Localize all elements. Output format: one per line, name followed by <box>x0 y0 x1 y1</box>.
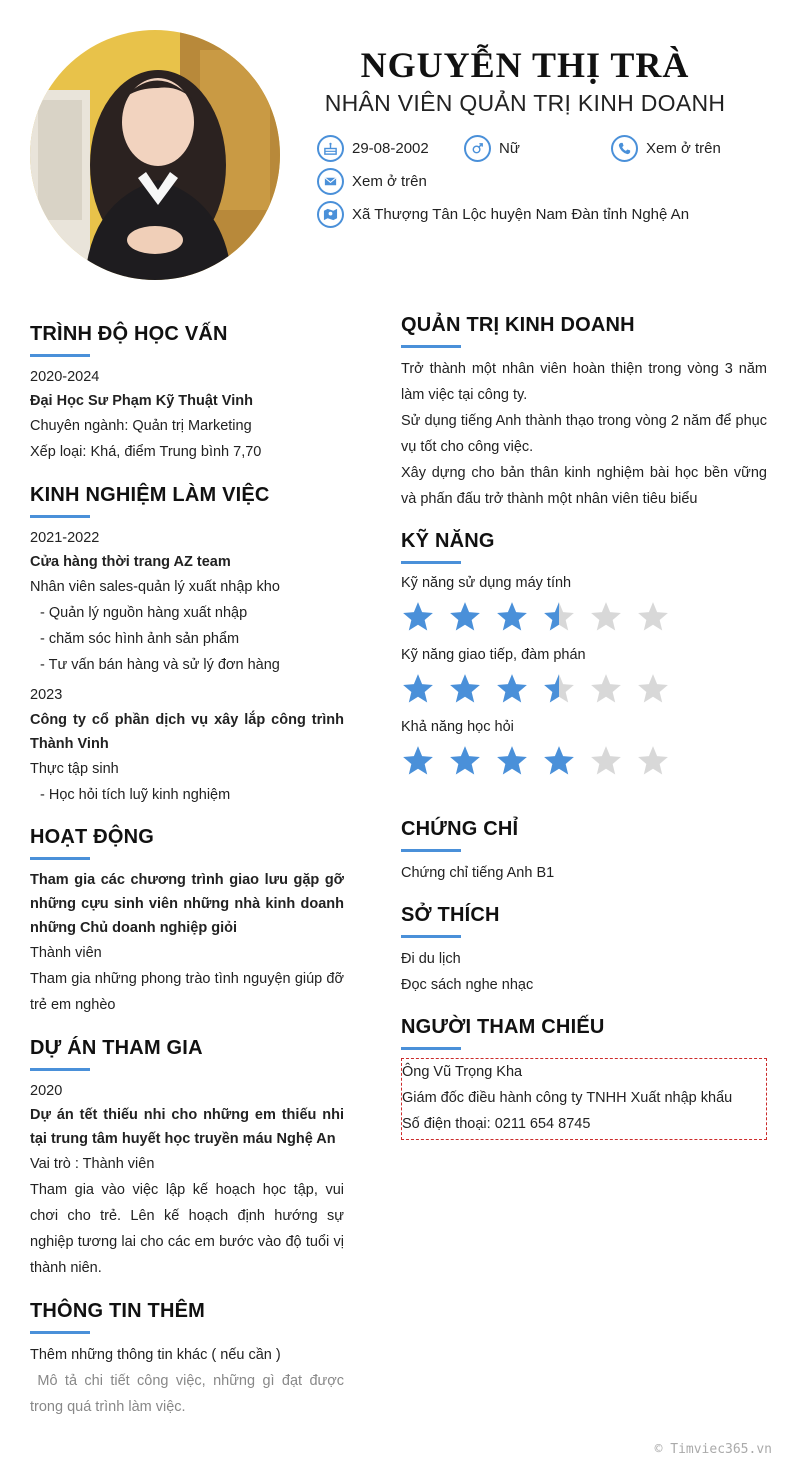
skill-name: Kỹ năng giao tiếp, đàm phán <box>401 647 586 663</box>
project-year: 2020 <box>30 1083 63 1099</box>
project-title: Dự án tết thiếu nhi cho những em thiếu nhi tại trung tâm huyết học truyền máu Nghệ An <box>30 1107 344 1147</box>
job-company: Cửa hàng thời trang AZ team <box>30 554 231 570</box>
star-icon <box>448 672 482 706</box>
section-heading: NGƯỜI THAM CHIẾU <box>401 1016 605 1038</box>
job-period: 2023 <box>30 687 63 703</box>
address-item <box>317 201 689 228</box>
email-item <box>317 168 427 195</box>
job-company: Công ty cổ phần dịch vụ xây lắp công trình Thành Vinh <box>30 712 344 752</box>
map-icon <box>317 201 344 228</box>
reference-name: Ông Vũ Trọng Kha <box>402 1064 523 1080</box>
objective-line: Sử dụng tiếng Anh thành thạo trong vòng 2 năm để phục vụ tốt cho công việc. <box>401 413 767 455</box>
star-icon <box>542 744 576 778</box>
reference-box[interactable] <box>401 1058 767 1140</box>
activity-title: Tham gia các chương trình giao lưu gặp gỡ những cựu sinh viên những nhà kinh doanh những Chủ doanh nghiệp giỏi <box>30 872 344 936</box>
star-icon <box>589 672 623 706</box>
hobbies-section <box>401 904 767 998</box>
heading-underline <box>30 1068 90 1071</box>
section-heading: SỞ THÍCH <box>401 904 500 926</box>
section-heading: THÔNG TIN THÊM <box>30 1300 206 1322</box>
section-heading: TRÌNH ĐỘ HỌC VẤN <box>30 323 228 345</box>
job-task: - Quản lý nguồn hàng xuất nhập <box>40 605 248 621</box>
skill-name: Kỹ năng sử dụng máy tính <box>401 575 572 591</box>
job-role: Thực tập sinh <box>30 761 119 777</box>
heading-underline <box>401 935 461 938</box>
objective-line: Trở thành một nhân viên hoàn thiện trong vòng 3 năm làm việc tại công ty. <box>401 361 767 403</box>
copyright-footer: © Timviec365.vn <box>654 1442 772 1457</box>
birthday-item <box>317 135 429 162</box>
activity-role: Thành viên <box>30 945 102 961</box>
phone-text: Xem ở trên <box>646 140 721 157</box>
heading-underline <box>401 561 461 564</box>
star-icon <box>448 744 482 778</box>
heading-underline <box>401 1047 461 1050</box>
heading-underline <box>401 849 461 852</box>
activities-section <box>30 826 344 1018</box>
reference-position: Giám đốc điều hành công ty TNHH Xuất nhập khẩu <box>402 1090 733 1106</box>
heading-underline <box>30 354 90 357</box>
star-rating <box>401 598 767 636</box>
edu-school: Đại Học Sư Phạm Kỹ Thuật Vinh <box>30 393 253 409</box>
experience-section <box>30 484 344 808</box>
star-icon <box>542 600 576 634</box>
edu-major: Chuyên ngành: Quản trị Marketing <box>30 418 252 434</box>
skills-list <box>401 572 767 780</box>
job-period: 2021-2022 <box>30 530 100 546</box>
section-heading: HOẠT ĐỘNG <box>30 826 155 848</box>
gender-item <box>464 135 520 162</box>
heading-underline <box>30 515 90 518</box>
job-task: - Tư vấn bán hàng và sử lý đơn hàng <box>40 657 280 673</box>
star-icon <box>589 600 623 634</box>
certificates-section <box>401 818 767 886</box>
star-icon <box>401 744 435 778</box>
email-text: Xem ở trên <box>352 173 427 190</box>
star-icon <box>636 744 670 778</box>
skill-item <box>401 644 767 708</box>
phone-icon <box>611 135 638 162</box>
star-icon <box>495 672 529 706</box>
star-rating <box>401 670 767 708</box>
project-role: Vai trò : Thành viên <box>30 1156 155 1172</box>
star-icon <box>401 600 435 634</box>
hobby-item: Đi du lịch <box>401 951 461 967</box>
gender-icon <box>464 135 491 162</box>
job-task: - Học hỏi tích luỹ kinh nghiệm <box>40 787 231 803</box>
phone-item <box>611 135 721 162</box>
section-heading: CHỨNG CHỈ <box>401 818 519 840</box>
hobby-item: Đọc sách nghe nhạc <box>401 977 534 993</box>
star-icon <box>636 672 670 706</box>
edu-grade: Xếp loại: Khá, điểm Trung bình 7,70 <box>30 444 262 460</box>
star-icon <box>401 672 435 706</box>
section-heading: DỰ ÁN THAM GIA <box>30 1037 203 1059</box>
objective-section <box>401 314 767 512</box>
star-icon <box>495 744 529 778</box>
section-heading: KỸ NĂNG <box>401 530 495 552</box>
gender-text: Nữ <box>499 140 520 157</box>
star-icon <box>589 744 623 778</box>
job-role: Nhân viên sales-quản lý xuất nhập kho <box>30 579 280 595</box>
extra-description: Mô tả chi tiết công việc, những gì đạt được trong quá trình làm việc. <box>30 1373 349 1415</box>
references-section <box>401 1016 767 1140</box>
section-heading: KINH NGHIỆM LÀM VIỆC <box>30 484 270 506</box>
email-icon <box>317 168 344 195</box>
star-icon <box>495 600 529 634</box>
candidate-name: NGUYỄN THỊ TRÀ <box>360 45 690 85</box>
heading-underline <box>30 857 90 860</box>
star-icon <box>542 672 576 706</box>
reference-phone: Số điện thoại: 0211 654 8745 <box>402 1116 591 1132</box>
profile-photo <box>30 30 280 280</box>
skill-name: Khả năng học hỏi <box>401 719 514 735</box>
heading-underline <box>30 1331 90 1334</box>
job-title: NHÂN VIÊN QUẢN TRỊ KINH DOANH <box>324 90 726 116</box>
heading-underline <box>401 345 461 348</box>
edu-period: 2020-2024 <box>30 369 100 385</box>
star-rating <box>401 742 767 780</box>
star-icon <box>636 600 670 634</box>
address-text: Xã Thượng Tân Lộc huyện Nam Đàn tỉnh Nghệ An <box>352 206 690 223</box>
certificate-item: Chứng chỉ tiếng Anh B1 <box>401 865 555 881</box>
birthday-text: 29-08-2002 <box>352 140 429 157</box>
section-heading: QUẢN TRỊ KINH DOANH <box>401 314 635 336</box>
skill-item <box>401 716 767 780</box>
cake-icon <box>317 135 344 162</box>
skill-item <box>401 572 767 636</box>
star-icon <box>448 600 482 634</box>
skills-section <box>401 530 767 780</box>
projects-section <box>30 1037 344 1281</box>
extra-info-section <box>30 1300 349 1420</box>
education-section <box>30 323 344 465</box>
job-task: - chăm sóc hình ảnh sản phẩm <box>40 631 240 647</box>
activity-desc: Tham gia những phong trào tình nguyện giúp đỡ trẻ em nghèo <box>30 971 344 1013</box>
objective-line: Xây dựng cho bản thân kinh nghiệm bài học bền vững và phấn đấu trở thành một nhân viên tiêu biểu <box>401 465 767 507</box>
project-desc: Tham gia vào việc lập kế hoạch học tập, vui chơi cho trẻ. Lên kế hoạch định hướng sự nghiệp tương lai cho các em bước vào độ tuổi vị thành niên. <box>30 1182 344 1276</box>
extra-line: Thêm những thông tin khác ( nếu cần ) <box>30 1347 281 1363</box>
